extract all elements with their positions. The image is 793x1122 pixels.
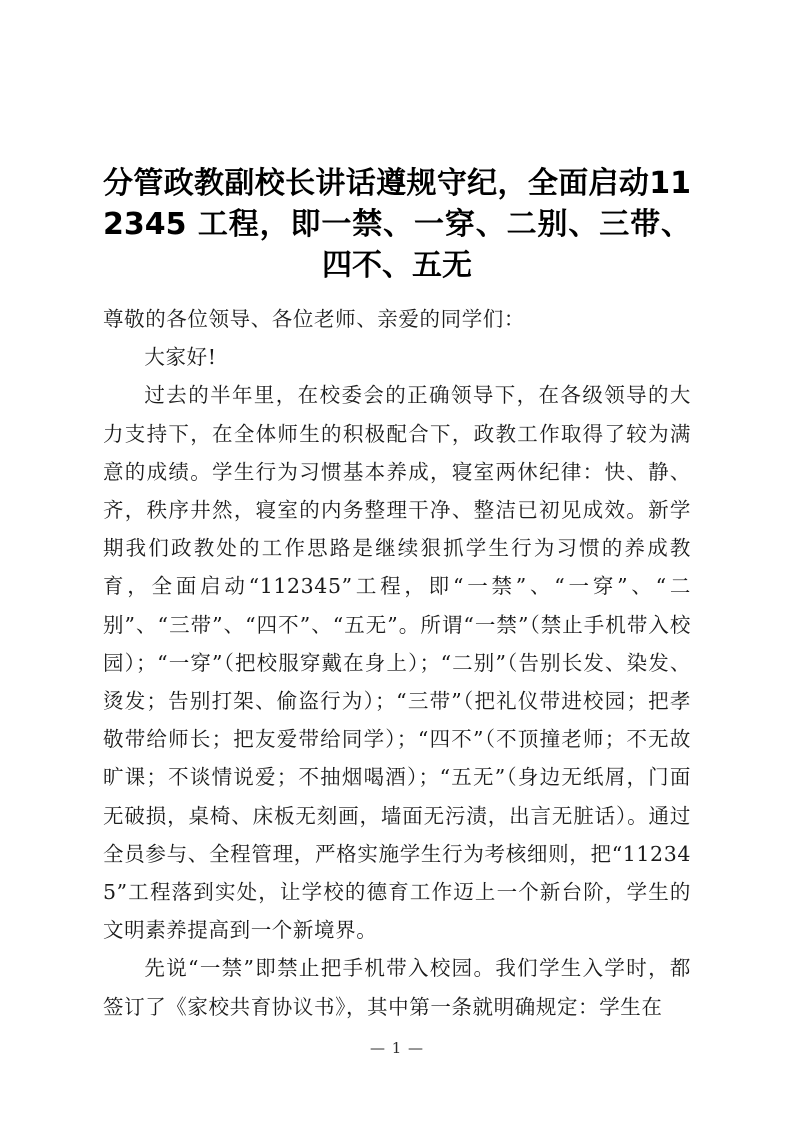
paragraph-salutation: 尊敬的各位领导、各位老师、亲爱的同学们： bbox=[103, 307, 525, 331]
paragraph-section-one-ban: 先说“一禁”即禁止把手机带入校园。我们学生入学时，都签订了《家校共育协议书》，其中第一条就明确规定：学生在 bbox=[103, 956, 691, 1019]
paragraph-greeting: 大家好! bbox=[144, 345, 217, 370]
paragraph-review-and-project-overview: 过去的半年里，在校委会的正确领导下，在各级领导的大力支持下，在全体师生的积极配合下，政教工作取得了较为满意的成绩。学生行为习惯基本养成，寝室两休纪律：快、静、齐，秩序井然，寝室的内务整理干净、整洁已初见成效。新学期我们政教处的工作思路是继续狠抓学生行为习惯的养成教育，全面启动“112345”工程，即“一禁”、“一穿”、“二别”、“三带”、“四不”、“五无”。所谓“一禁”（禁止手机带入校园）；“一穿”（把校服穿戴在身上）；“二别”（告别长发、染发、烫发；告别打架、偷盗行为）；“三带”（把礼仪带进校园；把孝敬带给师长；把友爱带给同学）；“四不”（不顶撞老师；不无故旷课；不谈情说爱；不抽烟喝酒）；“五无”（身边无纸屑，门面无破损，桌椅、床板无刻画，墙面无污渍，出言无脏话）。通过全员参与、全程管理，严格实施学生行为考核细则，把“112345”工程落到实处，让学校的德育工作迈上一个新台阶，学生的文明素养提高到一个新境界。 bbox=[103, 383, 691, 943]
document-body bbox=[103, 300, 691, 1026]
page-title: 分管政教副校长讲话遵规守纪，全面启动112345 工程，即一禁、一穿、二别、三带、四不、五无 bbox=[103, 166, 691, 284]
page-number-footer: — 1 — bbox=[369, 1039, 425, 1057]
